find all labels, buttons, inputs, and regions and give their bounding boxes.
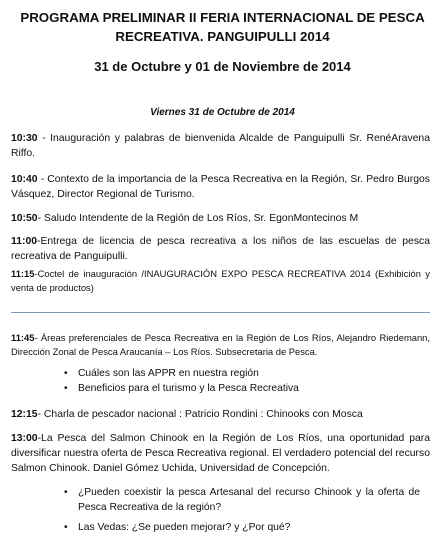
- entry-text: -Entrega de licencia de pesca recreativa a los niños de las escuelas de pesca recreativa de Panguipulli.: [11, 236, 430, 262]
- list-item-text: Beneficios para el turismo y la Pesca Recreativa: [78, 383, 299, 394]
- schedule-entry: [11, 267, 430, 295]
- entry-time: 13:00: [11, 433, 38, 444]
- entry-time: 10:30: [11, 133, 38, 144]
- list-item: [0, 381, 299, 396]
- entry-time: 11:00: [11, 236, 38, 247]
- schedule-entry: [11, 211, 430, 226]
- list-item-text: ¿Pueden coexistir la pesca Artesanal del recurso Chinook y la oferta de Pesca Recreativa de la región?: [78, 487, 420, 513]
- list-item-text: Cuáles son las APPR en nuestra región: [78, 368, 259, 379]
- entry-time: 10:40: [11, 174, 38, 185]
- entry-text: - Áreas preferenciales de Pesca Recreativa en la Región de Los Ríos, Alejandro Riedemann, Dirección Zonal de Pesca Araucanía – Los Ríos. Subsecretaria de Pesca.: [11, 332, 430, 357]
- entry-text: -Coctel de inauguración /INAUGURACIÓN EXPO PESCA RECREATIVA 2014 (Exhibición y venta de productos): [11, 268, 430, 293]
- bullet-icon: •: [64, 487, 68, 498]
- schedule-entry: [11, 172, 430, 202]
- page-title-line-2: RECREATIVA. PANGUIPULLI 2014: [115, 29, 330, 44]
- schedule-entry: [11, 407, 430, 422]
- day-label: Viernes 31 de Octubre de 2014: [150, 107, 295, 118]
- schedule-entry: [11, 331, 430, 359]
- entry-text: - Inauguración y palabras de bienvenida Alcalde de Panguipulli Sr. RenéAravena Riffo.: [11, 133, 430, 159]
- entry-time: 12:15: [11, 409, 38, 420]
- bullet-icon: •: [64, 522, 68, 533]
- entry-time: 11:45: [11, 332, 35, 343]
- list-item: [0, 366, 299, 381]
- list-item: [0, 485, 420, 515]
- page-title-line-1: PROGRAMA PRELIMINAR II FERIA INTERNACIONAL DE PESCA: [20, 10, 425, 25]
- entry-text: - Charla de pescador nacional : Patricio Rondini : Chinooks con Mosca: [37, 409, 363, 420]
- entry-text: -La Pesca del Salmon Chinook en la Región de Los Ríos, una oportunidad para diversificar nuestra oferta de Pesca Recreativa regional. El verdadero potencial del recurso Salmon Chinook. Daniel Gómez Uchida, Universidad de Concepción.: [11, 433, 430, 474]
- entry-text: - Contexto de la importancia de la Pesca Recreativa en la Región, Sr. Pedro Burgos Vásquez, Director Regional de Turismo.: [11, 174, 430, 200]
- topic-list: [0, 366, 299, 396]
- entry-time: 10:50: [11, 213, 38, 224]
- schedule-entry: [11, 234, 430, 264]
- topic-list: [0, 485, 420, 535]
- section-divider: [11, 312, 430, 313]
- entry-time: 11:15: [11, 268, 35, 279]
- bullet-icon: •: [64, 368, 68, 379]
- schedule-entry: [11, 431, 430, 476]
- event-dates: 31 de Octubre y 01 de Noviembre de 2014: [94, 59, 351, 74]
- bullet-icon: •: [64, 383, 68, 394]
- entry-text: - Saludo Intendente de la Región de Los Ríos, Sr. EgonMontecinos M: [37, 213, 359, 224]
- list-item-text: Las Vedas: ¿Se pueden mejorar? y ¿Por qué?: [78, 522, 291, 533]
- schedule-entry: [11, 131, 430, 161]
- list-item: [0, 520, 420, 535]
